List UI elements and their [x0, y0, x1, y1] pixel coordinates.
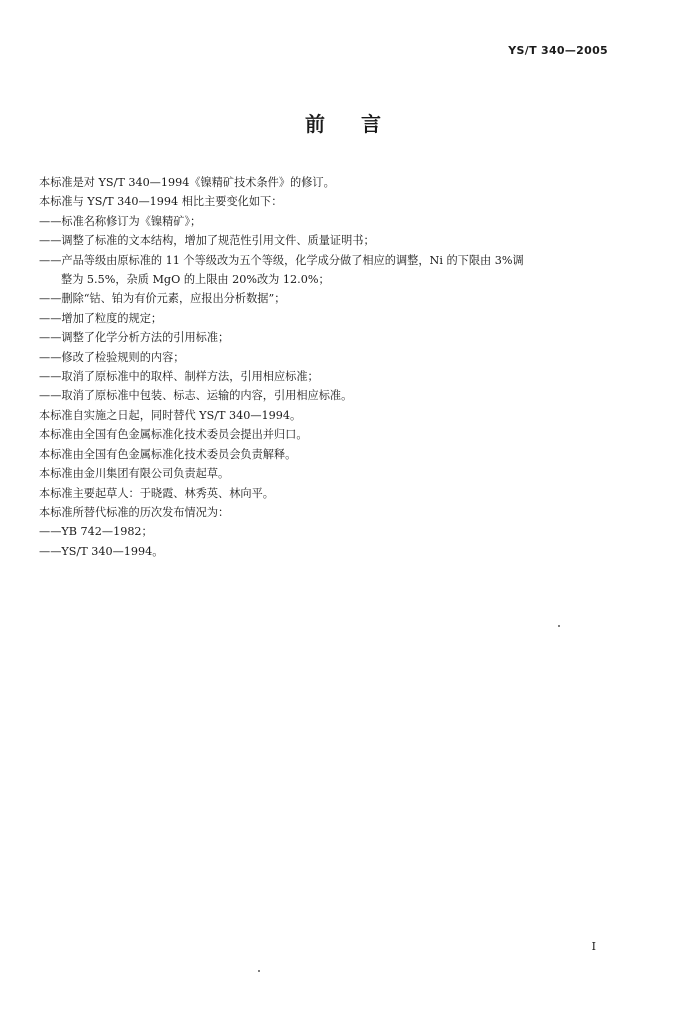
- foreword-body: [39, 173, 619, 561]
- text-line-continuation: 整为 5.5%，杂质 MgO 的上限由 20%改为 12.0%；: [61, 273, 330, 287]
- text-line: 本标准由全国有色金属标准化技术委员会提出并归口。: [39, 428, 308, 442]
- text-line: ——取消了原标准中包装、标志、运输的内容，引用相应标准。: [39, 389, 353, 403]
- text-line: ——删除“钴、铂为有价元素，应报出分析数据”；: [39, 292, 286, 306]
- text-line: 本标准由金川集团有限公司负责起草。: [39, 467, 230, 481]
- page-number: I: [591, 940, 596, 953]
- text-line: 本标准主要起草人：于晓霞、林秀英、林向平。: [39, 486, 274, 500]
- text-line: 本标准所替代标准的历次发布情况为：: [39, 505, 230, 519]
- text-line: 本标准是对 YS/T 340—1994《镍精矿技术条件》的修订。: [39, 176, 335, 189]
- text-line: ——产品等级由原标准的 11 个等级改为五个等级，化学成分做了相应的调整，Ni 的下限由 3%调: [39, 253, 524, 267]
- text-line: ——调整了标准的文本结构，增加了规范性引用文件、质量证明书；: [39, 234, 375, 248]
- scan-speck: [258, 970, 260, 972]
- text-line: ——标准名称修订为《镍精矿》；: [39, 214, 202, 228]
- text-line: ——调整了化学分析方法的引用标准；: [39, 331, 230, 345]
- scan-speck: [558, 625, 560, 627]
- text-line: ——增加了粒度的规定；: [39, 311, 163, 325]
- text-line: 本标准由全国有色金属标准化技术委员会负责解释。: [39, 447, 297, 461]
- text-line: 本标准自实施之日起，同时替代 YS/T 340—1994。: [39, 408, 302, 422]
- text-line: ——修改了检验规则的内容；: [39, 350, 185, 364]
- text-line: 本标准与 YS/T 340—1994 相比主要变化如下：: [39, 195, 283, 209]
- text-line: ——YB 742—1982；: [39, 525, 153, 539]
- page-title: 前言: [305, 112, 417, 136]
- text-line: ——取消了原标准中的取样、制样方法，引用相应标准；: [39, 370, 319, 384]
- text-line: ——YS/T 340—1994。: [39, 544, 164, 558]
- document-code-header: YS/T 340—2005: [508, 44, 608, 57]
